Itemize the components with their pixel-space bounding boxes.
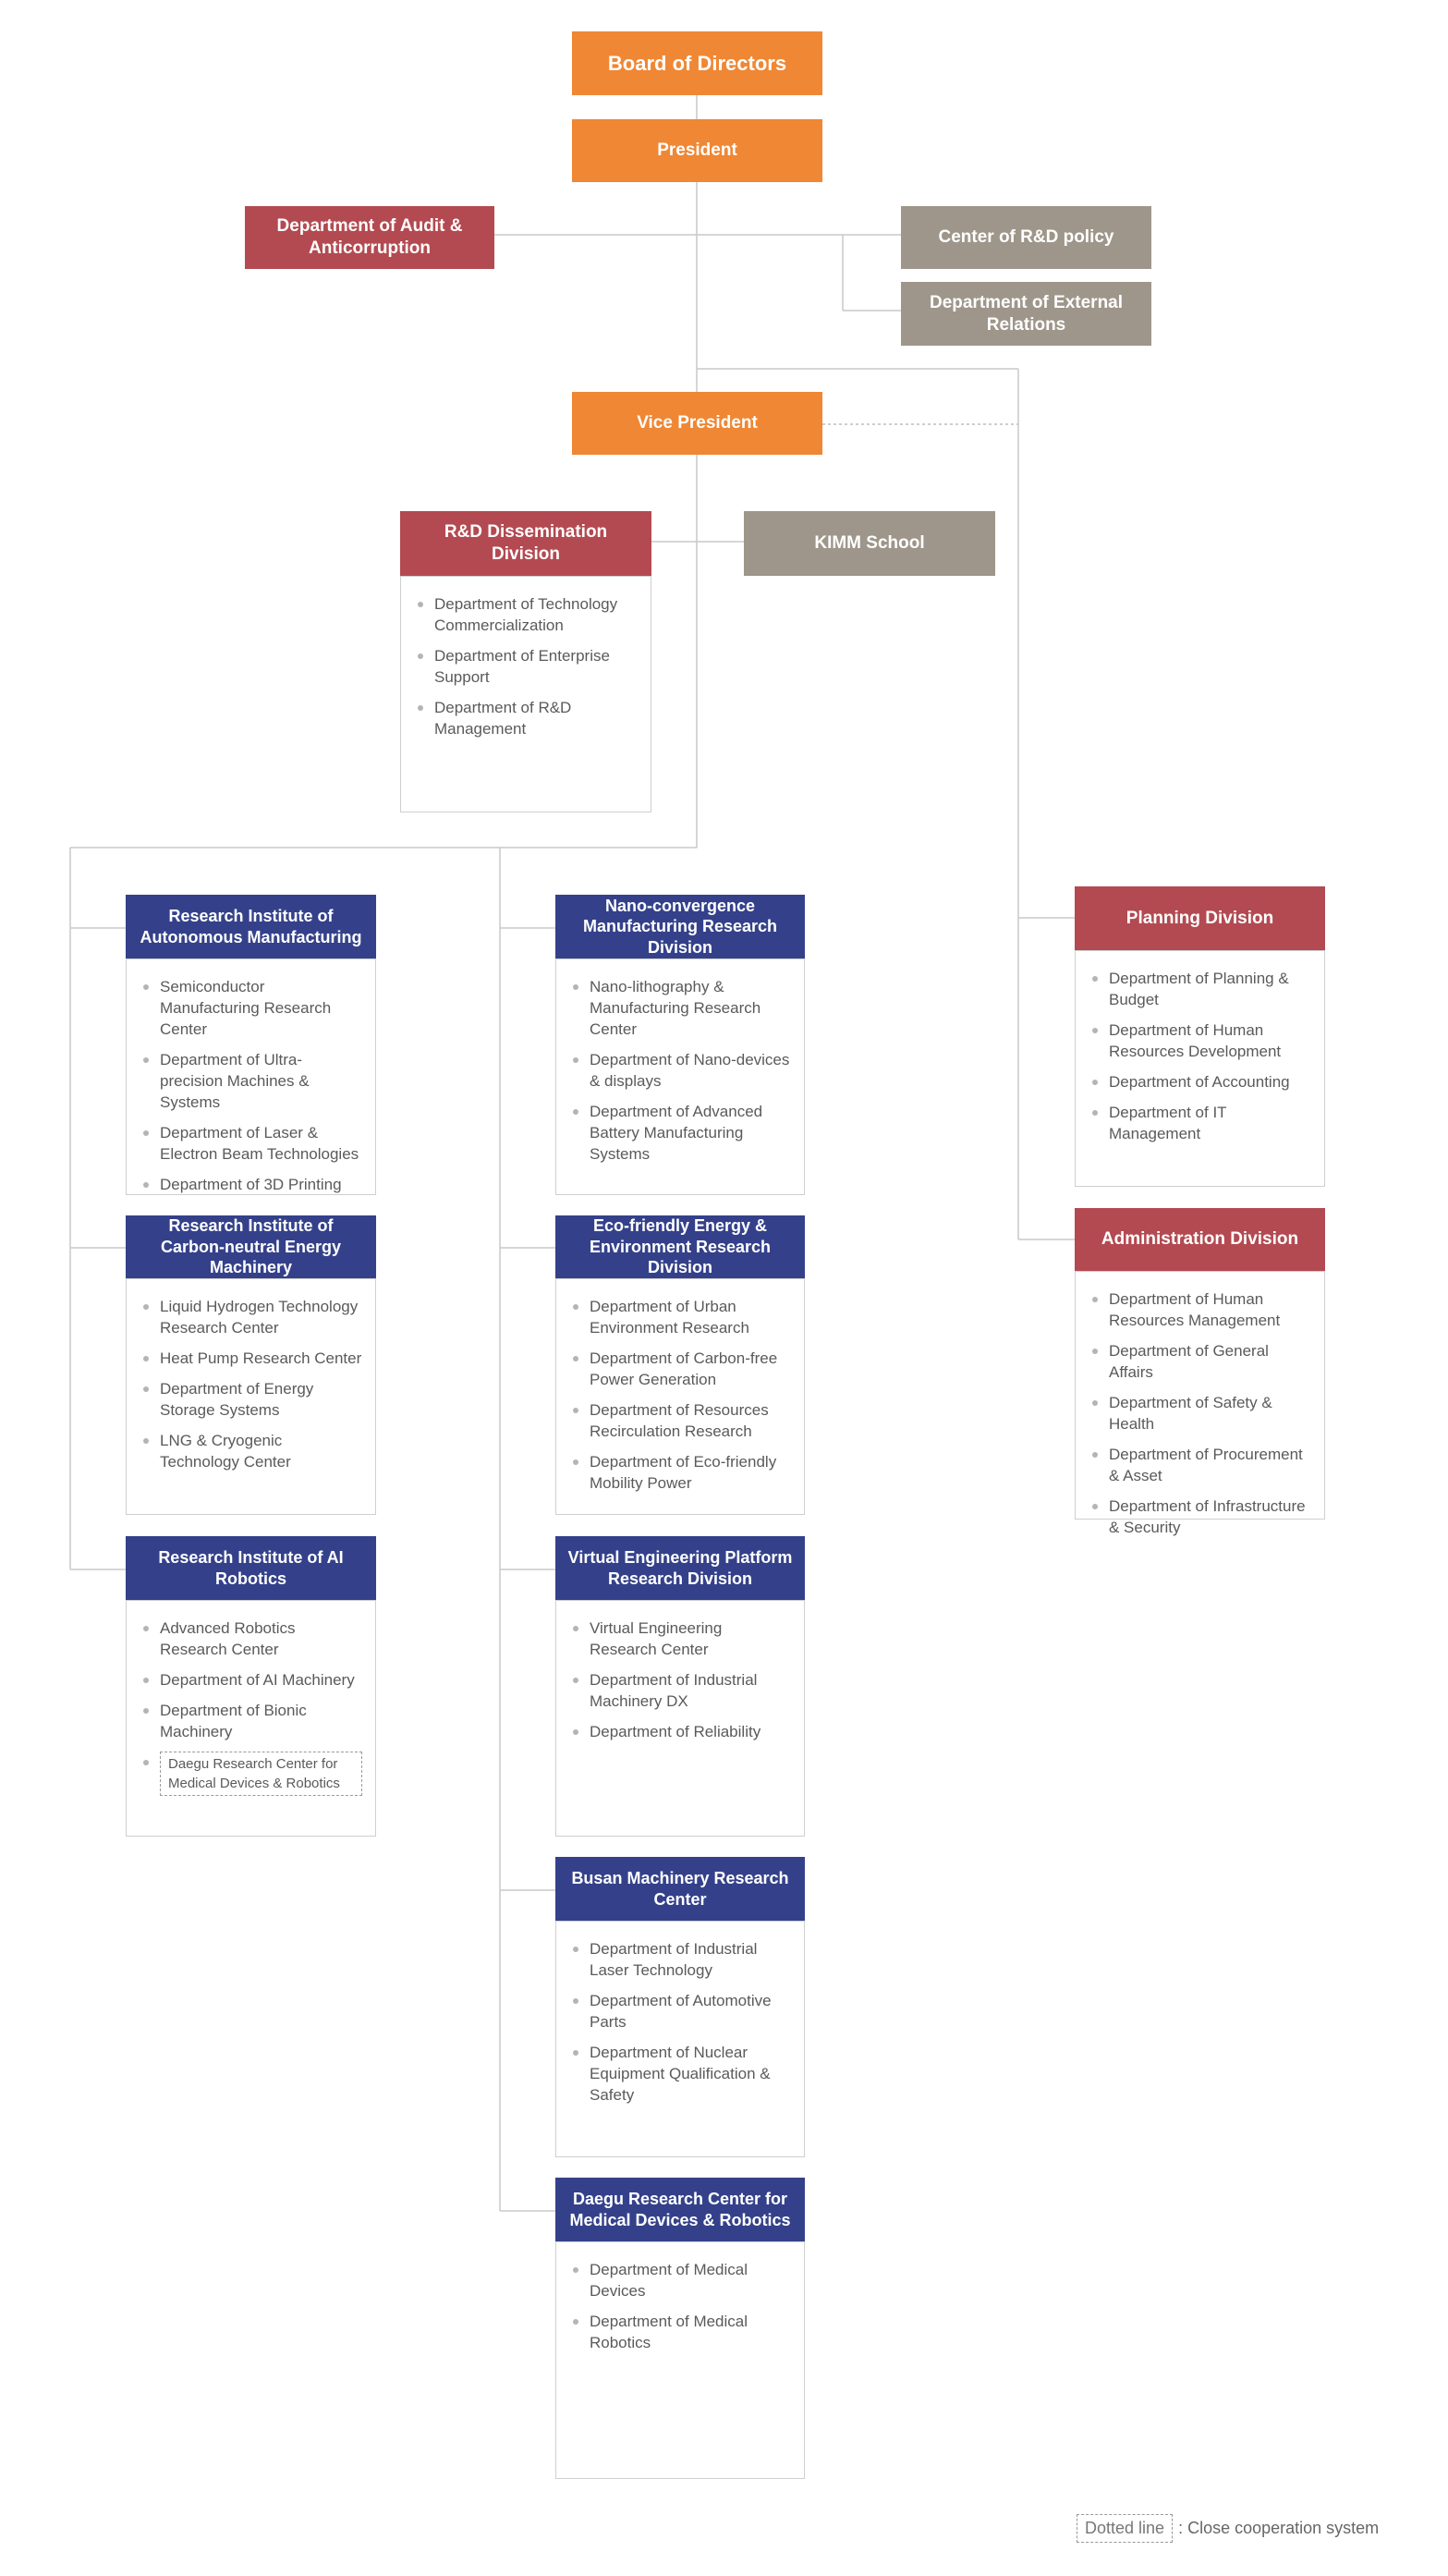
list-item: Department of 3D Printing: [140, 1174, 362, 1195]
virtual-engineering-header: Virtual Engineering Platform Research Division: [555, 1536, 805, 1600]
president-box: President: [572, 119, 822, 182]
list-item: Department of Industrial Laser Technology: [569, 1938, 791, 1981]
list-item: Liquid Hydrogen Technology Research Center: [140, 1296, 362, 1338]
list-item: Department of Automotive Parts: [569, 1990, 791, 2033]
list-item: Department of Reliability: [569, 1721, 791, 1742]
list-item: Department of Human Resources Management: [1089, 1288, 1311, 1331]
list-item: Department of Medical Robotics: [569, 2311, 791, 2353]
list-item: Department of Enterprise Support: [414, 645, 638, 688]
rd-policy-center-box: Center of R&D policy: [901, 206, 1151, 269]
list-item: Department of Ultra-precision Machines & Systems: [140, 1049, 362, 1113]
legend-text: : Close cooperation system: [1178, 2519, 1380, 2537]
nano-convergence-card: [555, 958, 805, 1195]
daegu-cooperation-label: Daegu Research Center for Medical Devices & Robotics: [160, 1752, 362, 1796]
list-item: Department of Technology Commercialization: [414, 593, 638, 636]
dissemination-division-card: [400, 576, 651, 812]
list-item: Department of General Affairs: [1089, 1340, 1311, 1383]
autonomous-manufacturing-header: Research Institute of Autonomous Manufacturing: [126, 895, 376, 958]
list-item: Virtual Engineering Research Center: [569, 1618, 791, 1660]
busan-machinery-card: [555, 1921, 805, 2157]
list-item: Department of Industrial Machinery DX: [569, 1669, 791, 1712]
eco-friendly-energy-card: [555, 1278, 805, 1515]
list-item: Department of Safety & Health: [1089, 1392, 1311, 1435]
list-item: Nano-lithography & Manufacturing Research Center: [569, 976, 791, 1040]
daegu-medical-card: [555, 2241, 805, 2479]
list-item: Department of R&D Management: [414, 697, 638, 739]
list-item: Department of Eco-friendly Mobility Power: [569, 1451, 791, 1494]
vice-president-box: Vice President: [572, 392, 822, 455]
list-item: Department of Advanced Battery Manufacturing Systems: [569, 1101, 791, 1165]
carbon-neutral-energy-header: Research Institute of Carbon-neutral Energy Machinery: [126, 1215, 376, 1278]
administration-division-header: Administration Division: [1075, 1208, 1325, 1271]
list-item: Department of Infrastructure & Security: [1089, 1496, 1311, 1538]
list-item: Heat Pump Research Center: [140, 1348, 362, 1369]
list-item: Department of Planning & Budget: [1089, 968, 1311, 1010]
carbon-neutral-energy-card: [126, 1278, 376, 1515]
list-item: Department of Resources Recirculation Research: [569, 1399, 791, 1442]
audit-department-box: Department of Audit & Anticorruption: [245, 206, 494, 269]
ai-robotics-card: [126, 1600, 376, 1837]
list-item: Department of Nano-devices & displays: [569, 1049, 791, 1092]
list-item: Semiconductor Manufacturing Research Center: [140, 976, 362, 1040]
eco-friendly-energy-header: Eco-friendly Energy & Environment Research Division: [555, 1215, 805, 1278]
list-item: Advanced Robotics Research Center: [140, 1618, 362, 1660]
list-item: Department of IT Management: [1089, 1102, 1311, 1144]
legend-dotted-box: Dotted line: [1077, 2514, 1173, 2543]
list-item: Department of AI Machinery: [140, 1669, 362, 1691]
planning-division-header: Planning Division: [1075, 886, 1325, 950]
daegu-medical-header: Daegu Research Center for Medical Devices & Robotics: [555, 2178, 805, 2241]
planning-division-card: [1075, 950, 1325, 1187]
board-of-directors-box: Board of Directors: [572, 31, 822, 95]
nano-convergence-header: Nano-convergence Manufacturing Research Division: [555, 895, 805, 958]
legend: [1077, 2514, 1379, 2543]
dotted-cooperation-item: [140, 1752, 362, 1796]
list-item: Department of Carbon-free Power Generation: [569, 1348, 791, 1390]
list-item: Department of Procurement & Asset: [1089, 1444, 1311, 1486]
list-item: Department of Human Resources Development: [1089, 1019, 1311, 1062]
busan-machinery-header: Busan Machinery Research Center: [555, 1857, 805, 1921]
list-item: Department of Bionic Machinery: [140, 1700, 362, 1742]
kimm-school-box: KIMM School: [744, 511, 995, 576]
list-item: Department of Nuclear Equipment Qualification & Safety: [569, 2042, 791, 2106]
dissemination-division-header: R&D Dissemination Division: [400, 511, 651, 576]
list-item: Department of Accounting: [1089, 1071, 1311, 1093]
virtual-engineering-card: [555, 1600, 805, 1837]
list-item: Department of Medical Devices: [569, 2259, 791, 2301]
list-item: LNG & Cryogenic Technology Center: [140, 1430, 362, 1472]
ai-robotics-header: Research Institute of AI Robotics: [126, 1536, 376, 1600]
autonomous-manufacturing-card: [126, 958, 376, 1195]
list-item: Department of Energy Storage Systems: [140, 1378, 362, 1421]
external-relations-box: Department of External Relations: [901, 282, 1151, 346]
list-item: Department of Urban Environment Research: [569, 1296, 791, 1338]
administration-division-card: [1075, 1271, 1325, 1536]
list-item: Department of Laser & Electron Beam Technologies: [140, 1122, 362, 1165]
